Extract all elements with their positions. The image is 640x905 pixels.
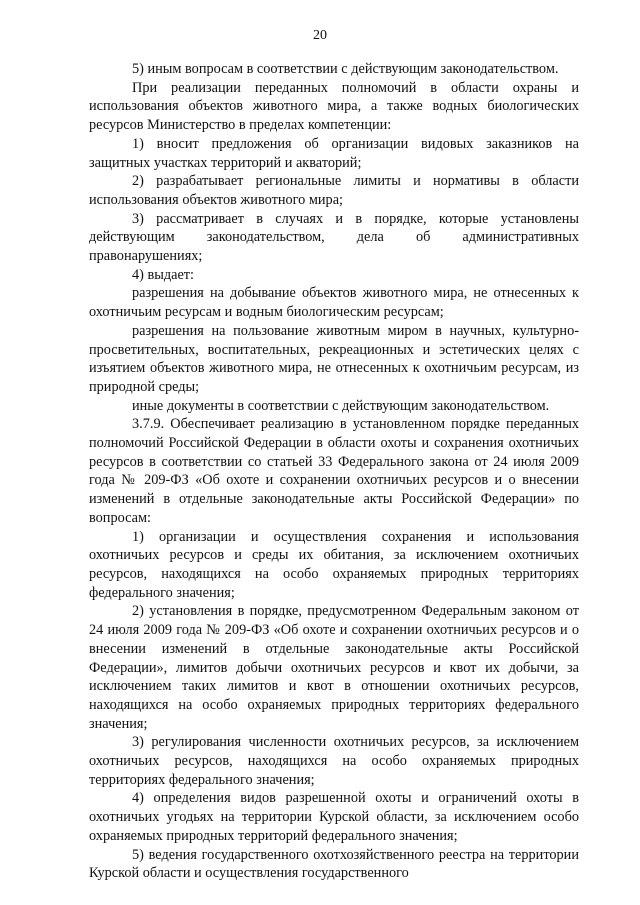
paragraph: 1) вносит предложения об организации видовых заказников на защитных участках территорий и акваторий; — [89, 135, 579, 171]
paragraph: 4) определения видов разрешенной охоты и ограничений охоты в охотничьих угодьях на территории Курской области, за исключением особо охраняемых природных территорий федерального значения; — [89, 790, 579, 844]
paragraph: разрешения на пользование животным миром в научных, культурно-просветительных, воспитательных, рекреационных и эстетических целях с изъятием объектов животного мира, не отнесенных к охотничьим ресурсам, из природной среды; — [89, 322, 579, 395]
paragraph: 2) установления в порядке, предусмотренном Федеральным законом от 24 июля 2009 года № 209-ФЗ «Об охоте и сохранении охотничьих ресурсов и о внесении изменений в отдельные законодательные акты Российской Федерации», лимитов добычи охотничьих ресурсов и квот их добычи, за исключением таких лимитов и квот в отношении охотничьих ресурсов, находящихся на особо охраняемых природных территориях федерального значения; — [89, 603, 579, 732]
paragraph: 3.7.9. Обеспечивает реализацию в установленном порядке переданных полномочий Российской Федерации в области охоты и сохранения охотничьих ресурсов в соответствии со статьей 33 Федерального закона от 24 июля 2009 года № 209-ФЗ «Об охоте и сохранении охотничьих ресурсов и о внесении изменений в отдельные законодательные акты Российской Федерации» по вопросам: — [89, 416, 579, 526]
paragraph: 1) организации и осуществления сохранения и использования охотничьих ресурсов и среды их обитания, за исключением охотничьих ресурсов, находящихся на особо охраняемых природных территориях федерального значения; — [89, 528, 579, 601]
paragraph: 2) разрабатывает региональные лимиты и нормативы в области использования объектов животного мира; — [89, 173, 579, 208]
paragraph: иные документы в соответствии с действующим законодательством. — [132, 397, 550, 414]
paragraph: 4) выдает: — [132, 266, 195, 283]
paragraph: При реализации переданных полномочий в области охраны и использования объектов животного мира, а также водных биологических ресурсов Министерство в пределах компетенции: — [89, 79, 579, 134]
paragraph: 5) ведения государственного охотхозяйственного реестра на территории Курской области и осуществления государственного — [89, 846, 579, 882]
paragraph: разрешения на добывание объектов животного мира, не отнесенных к охотничьим ресурсам и водным биологическим ресурсам; — [89, 285, 579, 321]
document-body — [89, 60, 579, 883]
paragraph: 3) регулирования численности охотничьих ресурсов, за исключением охотничьих ресурсов, находящихся на особо охраняемых природных территориях федерального значения; — [89, 734, 579, 788]
paragraph: 5) иным вопросам в соответствии с действующим законодательством. — [132, 61, 559, 77]
page-number: 20 — [313, 28, 327, 43]
paragraph: 3) рассматривает в случаях и в порядке, которые установлены действующим законодательством, дела об административных правонарушениях; — [89, 210, 579, 265]
